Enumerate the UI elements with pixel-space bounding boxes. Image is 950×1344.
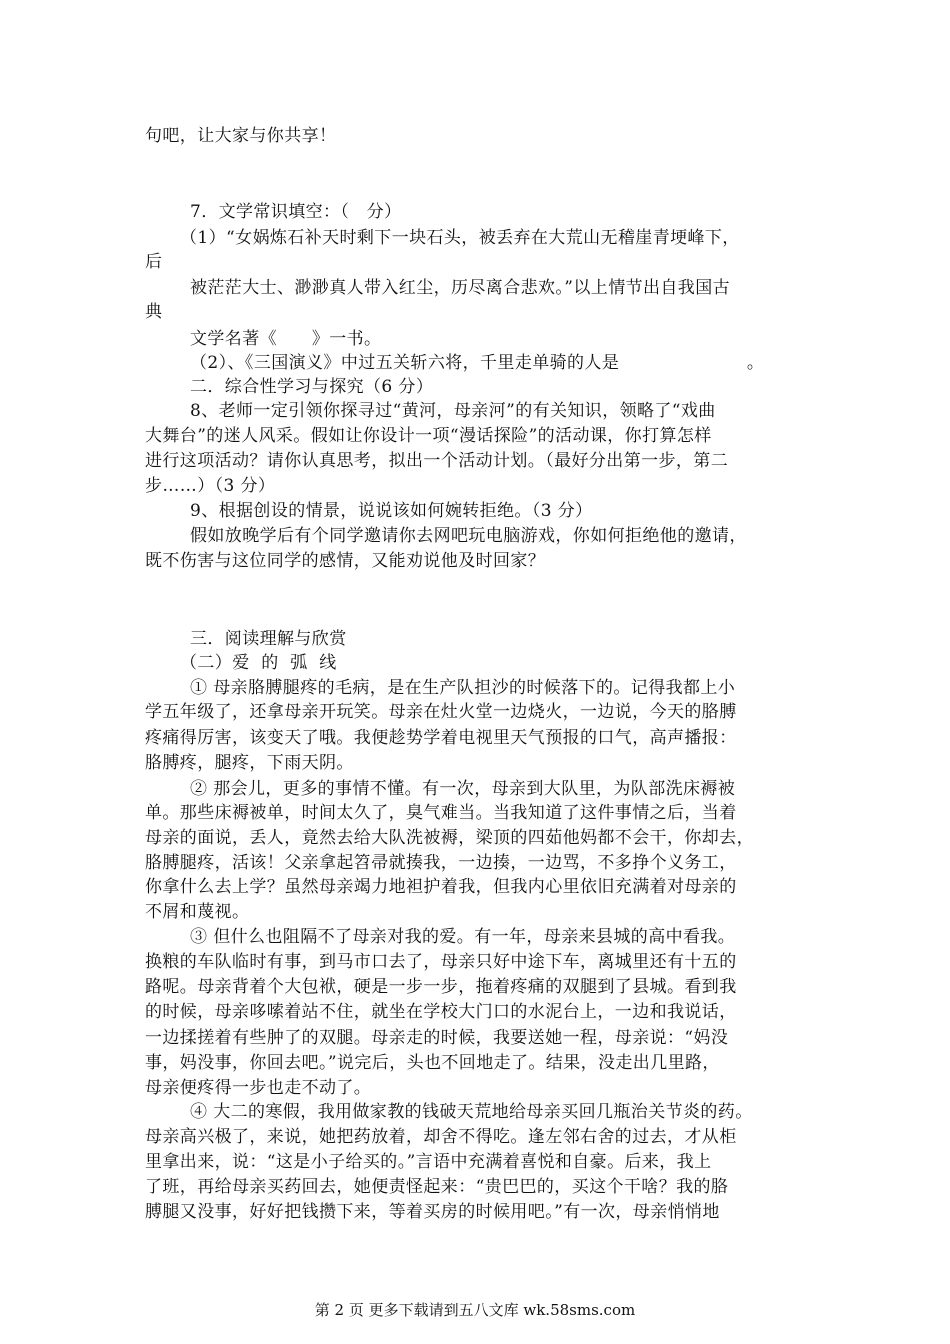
text-line: 大舞台”的迷人风采。假如让你设计一项“漫话探险”的活动课，你打算怎样 — [145, 426, 712, 446]
text-line: 的时候，母亲哆嗦着站不住，就坐在学校大门口的水泥台上，一边和我说话， — [145, 1002, 737, 1022]
text-line: 假如放晚学后有个同学邀请你去网吧玩电脑游戏，你如何拒绝他的邀请， — [190, 526, 747, 546]
text-line: 不屑和蔑视。 — [145, 902, 250, 922]
text-line: 事，妈没事，你回去吧。”说完后，头也不回地走了。结果，没走出几里路， — [145, 1053, 720, 1073]
text-line: 胳膊疼，腿疼，下雨天阴。 — [145, 753, 354, 773]
text-line: （2）、《三国演义》中过五关斩六将，千里走单骑的人是 。 — [190, 353, 765, 373]
text-line: （1）“女娲炼石补天时剩下一块石头，被丢弃在大荒山无稽崖青埂峰下， — [180, 228, 740, 248]
text-line: 里拿出来，说：“这是小子给买的。”言语中充满着喜悦和自豪。后来，我上 — [145, 1152, 712, 1172]
text-line: 单。那些床褥被单，时间太久了，臭气难当。当我知道了这件事情之后，当着 — [145, 803, 737, 823]
text-line: 疼痛得厉害，该变天了哦。我便趁势学着电视里天气预报的口气，高声播报： — [145, 728, 737, 748]
text-line: ② 那会儿，更多的事情不懂。有一次，母亲到大队里，为队部洗床褥被 — [190, 779, 736, 799]
text-line: 一边揉搓着有些肿了的双腿。母亲走的时候，我要送她一程，母亲说：“妈没 — [145, 1028, 729, 1048]
text-line: 路呢。母亲背着个大包袱，硬是一步一步，拖着疼痛的双腿到了县城。看到我 — [145, 977, 737, 997]
text-line: 步……）（3 分） — [145, 476, 276, 496]
text-line: 句吧，让大家与你共享！ — [145, 126, 337, 146]
text-line: 换粮的车队临时有事，到马市口去了，母亲只好中途下车，离城里还有十五的 — [145, 952, 737, 972]
text-line: 胳膊腿疼，活该！父亲拿起笤帚就揍我，一边揍，一边骂，不多挣个义务工， — [145, 853, 737, 873]
text-line: 既不伤害与这位同学的感情，又能劝说他及时回家？ — [145, 551, 546, 571]
text-line: ③ 但什么也阻隔不了母亲对我的爱。有一年，母亲来县城的高中看我。 — [190, 927, 736, 947]
section-2-heading: 二．综合性学习与探究（6 分） — [190, 377, 434, 397]
text-line: 典 — [145, 302, 163, 322]
question-7-heading: 7．文学常识填空：（ 分） — [190, 202, 402, 222]
text-line: 被茫茫大士、渺渺真人带入红尘，历尽离合悲欢。”以上情节出自我国古 — [190, 278, 730, 298]
text-line: 母亲的面说，丢人，竟然去给大队洗被褥，梁顶的四茹他妈都不会干，你却去， — [145, 828, 754, 848]
article-title: （二）爱 的 弧 线 — [180, 653, 337, 673]
text-line: 后 — [145, 252, 163, 272]
text-line: 母亲高兴极了，来说，她把药放着，却舍不得吃。逢左邻右舍的过去，才从柜 — [145, 1127, 737, 1147]
text-line: 学五年级了，还拿母亲开玩笑。母亲在灶火堂一边烧火，一边说，今天的胳膊 — [145, 702, 737, 722]
text-line: ④ 大二的寒假，我用做家教的钱破天荒地给母亲买回几瓶治关节炎的药。 — [190, 1102, 753, 1122]
section-3-heading: 三．阅读理解与欣赏 — [190, 629, 347, 649]
text-line: 9、根据创设的情景，说说该如何婉转拒绝。（3 分） — [190, 501, 593, 521]
text-line: 进行这项活动？请你认真思考，拟出一个活动计划。（最好分出第一步，第二 — [145, 451, 729, 471]
text-line: 了班，再给母亲买药回去，她便责怪起来：“贵巴巴的，买这个干啥？我的胳 — [145, 1177, 729, 1197]
text-line: ① 母亲胳膊腿疼的毛病，是在生产队担沙的时候落下的。记得我都上小 — [190, 678, 736, 698]
text-line: 文学名著《 》一书。 — [190, 329, 382, 349]
text-line: 8、老师一定引领你探寻过“黄河，母亲河”的有关知识，领略了“戏曲 — [190, 401, 716, 421]
page-footer: 第 2 页 更多下载请到五八文库 wk.58sms.com — [314, 1301, 636, 1319]
text-line: 膊腿又没事，好好把钱攒下来，等着买房的时候用吧。”有一次，母亲悄悄地 — [145, 1202, 720, 1222]
text-line: 你拿什么去上学？虽然母亲竭力地袒护着我，但我内心里依旧充满着对母亲的 — [145, 877, 737, 897]
text-line: 母亲便疼得一步也走不动了。 — [145, 1078, 372, 1098]
